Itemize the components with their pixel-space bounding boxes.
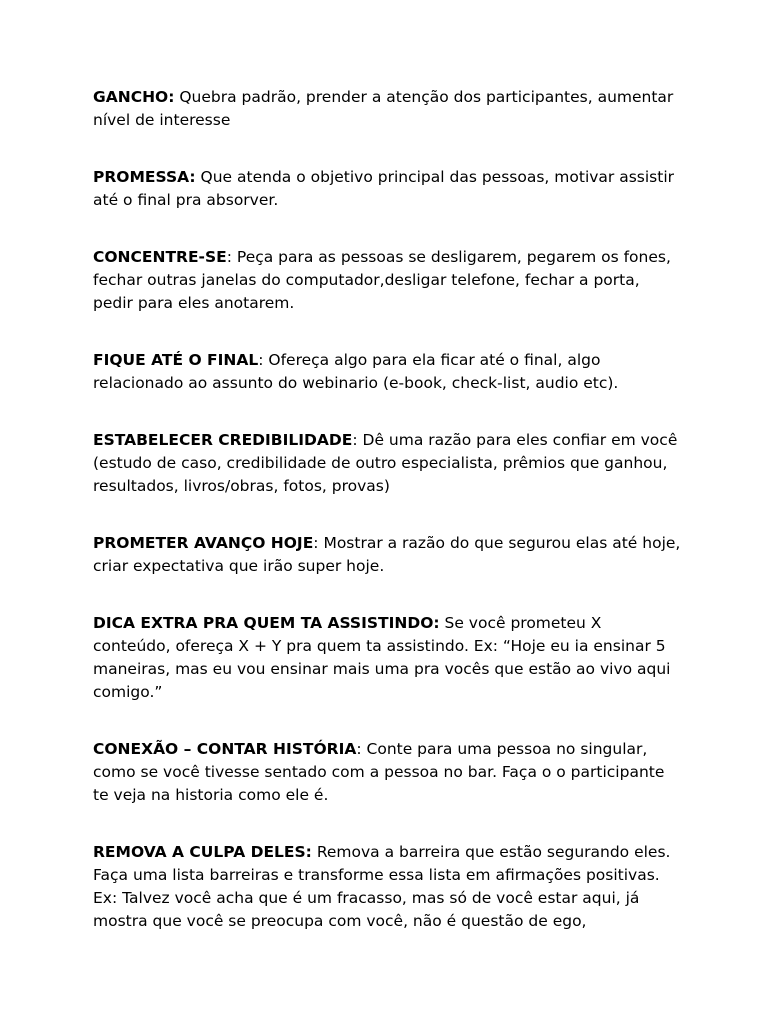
term-label: DICA EXTRA PRA QUEM TA ASSISTINDO: [93, 614, 440, 632]
paragraph-text: : Peça para as pessoas se desligarem, pegarem os fones, fechar outras janelas do computador,desligar telefone, fechar a porta, pedir para eles anotarem. [93, 248, 671, 312]
paragraph-text: Quebra padrão, prender a atenção dos participantes, aumentar nível de interesse [93, 88, 674, 129]
paragraph-conexao [93, 738, 683, 807]
paragraph-dica-extra [93, 612, 683, 704]
term-label: CONCENTRE-SE [93, 248, 227, 266]
paragraph-text: Se você prometeu X conteúdo, ofereça X + Y pra quem ta assistindo. Ex: “Hoje eu ia ensinar 5 maneiras, mas eu vou ensinar mais uma pra vocês que estão ao vivo aqui comigo.” [93, 614, 671, 701]
term-label: ESTABELECER CREDIBILIDADE [93, 431, 353, 449]
paragraph-gancho [93, 86, 683, 132]
paragraph-text: : Conte para uma pessoa no singular, como se você tivesse sentado com a pessoa no bar. Faça o o participante te veja na historia como ele é. [93, 740, 665, 804]
paragraph-remova-a-culpa [93, 841, 683, 933]
paragraph-estabelecer-credibilidade [93, 429, 683, 498]
term-label: PROMESSA: [93, 168, 196, 186]
paragraph-text: Que atenda o objetivo principal das pessoas, motivar assistir até o final pra absorver. [93, 168, 675, 209]
paragraph-text: : Dê uma razão para eles confiar em você (estudo de caso, credibilidade de outro especialista, prêmios que ganhou, resultados, livros/obras, fotos, provas) [93, 431, 678, 495]
term-label: GANCHO: [93, 88, 175, 106]
paragraph-text: Remova a barreira que estão segurando eles. Faça uma lista barreiras e transforme essa lista em afirmações positivas. Ex: Talvez você acha que é um fracasso, mas só de você estar aqui, já mostra que você se preocupa com você, não é questão de ego, [93, 843, 671, 930]
paragraph-text: : Mostrar a razão do que segurou elas até hoje, criar expectativa que irão super hoje. [93, 534, 681, 575]
paragraph-prometer-avanco-hoje [93, 532, 683, 578]
term-label: REMOVA A CULPA DELES: [93, 843, 312, 861]
term-label: PROMETER AVANÇO HOJE [93, 534, 314, 552]
paragraph-promessa [93, 166, 683, 212]
paragraph-concentre-se [93, 246, 683, 315]
paragraph-fique-ate-o-final [93, 349, 683, 395]
term-label: FIQUE ATÉ O FINAL [93, 351, 259, 369]
term-label: CONEXÃO – CONTAR HISTÓRIA [93, 740, 357, 758]
paragraph-text: : Ofereça algo para ela ficar até o final, algo relacionado ao assunto do webinario (e-book, check-list, audio etc). [93, 351, 619, 392]
document-page [93, 86, 683, 933]
